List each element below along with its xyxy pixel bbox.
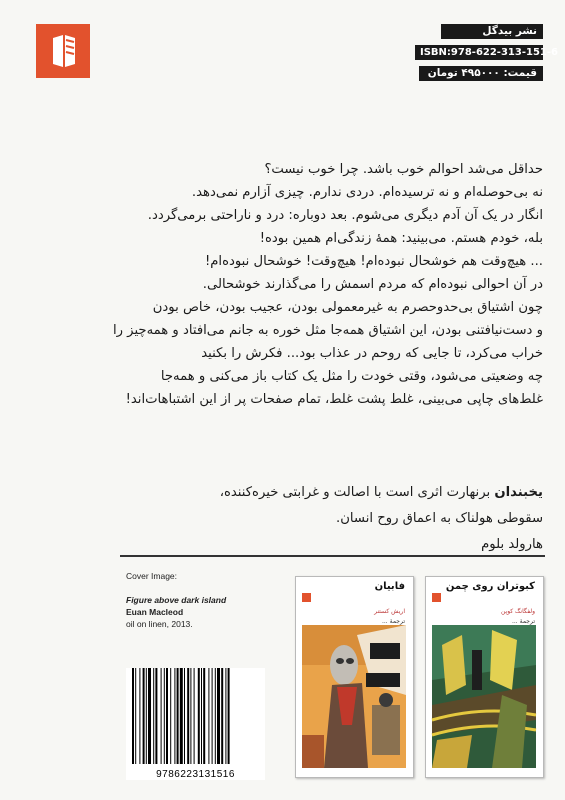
book-title: فابیان bbox=[374, 581, 405, 592]
blurb-line: نه بی‌حوصله‌ام و نه ترسیده‌ام. دردی ندارم. چیزی آزارم نمی‌دهد. bbox=[191, 185, 543, 200]
blurb-line: چه وضعیتی می‌شود، وقتی خودت را مثل یک کتاب باز می‌کنی و همه‌جا bbox=[160, 369, 543, 384]
blurb-line: در آن احوالی نبوده‌ام که مردم اسمش را می‌گذارند خوشحالی. bbox=[202, 277, 543, 292]
blurb-line: غلط‌های چاپی می‌بینی، غلط پشت غلط، تمام صفحات پر از این اشتباهات‌اند! bbox=[125, 392, 543, 407]
blurb-line: و دست‌نیافتنی بودن، این اشتیاق همه‌جا مثل خوره به جانم می‌افتاد و همه‌چیز را bbox=[112, 323, 543, 338]
cover-artwork-title: Figure above dark island bbox=[126, 595, 227, 605]
publisher-info bbox=[415, 24, 558, 87]
divider bbox=[120, 555, 545, 557]
blurb-line: چون اشتیاق بی‌حدوحصرم به غیرمعمولی بودن، عجیب بودن، خاص بودن bbox=[152, 300, 543, 315]
related-book-pigeons bbox=[425, 576, 544, 778]
barcode-number: 9786223131516 bbox=[126, 769, 265, 780]
publisher-name: نشر بیدگل bbox=[441, 24, 543, 39]
quote-line-1 bbox=[43, 480, 543, 506]
book-translator: ترجمهٔ ... bbox=[381, 618, 405, 625]
blurb-line: ... هیچ‌وقت هم خوشحال نبوده‌ام! هیچ‌وقت! خوشحال نبوده‌ام! bbox=[204, 254, 543, 269]
quote-author: هارولد بلوم bbox=[481, 537, 543, 552]
logo-mark-icon bbox=[36, 24, 90, 78]
book-author: ولفگانگ کوپن bbox=[500, 608, 535, 615]
book-title: کبوتران روی چمن bbox=[445, 581, 535, 592]
price-label: قیمت: ۴۹۵۰۰۰ تومان bbox=[419, 66, 543, 81]
book-author: اریش کستنر bbox=[374, 608, 405, 615]
blurb-line: انگار در یک آن آدم دیگری می‌شوم. بعد دوباره: درد و ناراحتی برمی‌گردد. bbox=[147, 208, 543, 223]
quote-book-title: یخبندان bbox=[494, 485, 543, 500]
related-book-fabian bbox=[295, 576, 414, 778]
book-cover-art bbox=[432, 625, 536, 768]
publisher-mini-logo-icon bbox=[302, 593, 311, 602]
blurb-line: بله، خودم هستم. می‌بینید: همهٔ زندگی‌ام همین بوده! bbox=[259, 231, 543, 246]
cover-image-credit bbox=[126, 570, 276, 630]
isbn-label: ISBN:978-622-313-151-6 bbox=[415, 45, 543, 60]
cover-label: Cover Image: bbox=[126, 571, 178, 581]
quote-line-2: سقوطی هولناک به اعماق روح انسان. bbox=[336, 511, 543, 526]
blurb-line: حداقل می‌شد احوالم خوب باشد. چرا خوب نیست؟ bbox=[264, 162, 543, 177]
review-quote bbox=[43, 480, 543, 558]
quote-text: برنهارت اثری است با اصالت و غرابتی خیره‌کننده، bbox=[219, 485, 495, 500]
back-cover-blurb bbox=[48, 158, 543, 411]
book-translator: ترجمهٔ ... bbox=[511, 618, 535, 625]
publisher-mini-logo-icon bbox=[432, 593, 441, 602]
cover-medium: oil on linen, 2013. bbox=[126, 619, 193, 629]
publisher-logo bbox=[36, 24, 90, 78]
book-cover-art bbox=[302, 625, 406, 768]
blurb-line: خراب می‌کرد، تا جایی که روحم در عذاب بود... فکرش را بکنید bbox=[201, 346, 543, 361]
barcode bbox=[126, 668, 265, 780]
barcode-bars-icon bbox=[126, 668, 265, 766]
cover-artist: Euan Macleod bbox=[126, 607, 184, 617]
